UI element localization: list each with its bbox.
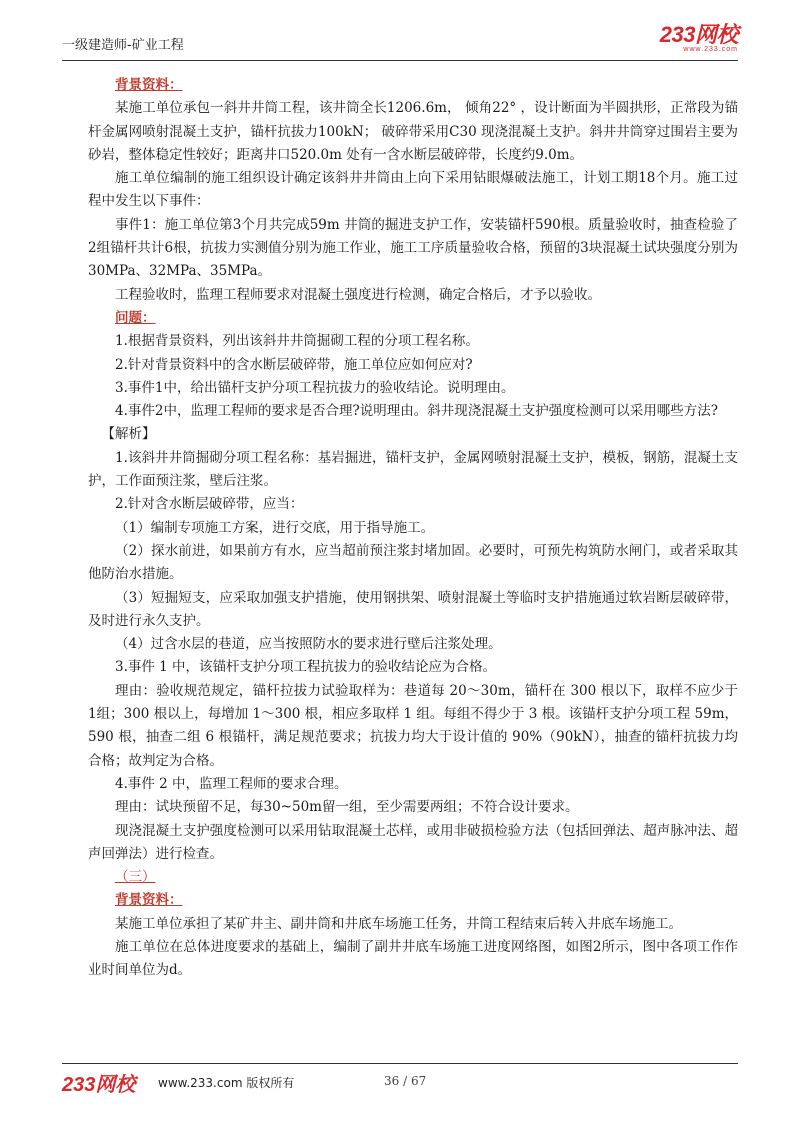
background-heading bbox=[88, 74, 738, 97]
event-1: 事件1：施工单位第3个月共完成59m 井筒的掘进支护工作，安装锚杆590根。质量验收时，抽查检验了2组锚杆共计6根，抗拔力实测值分别为施工作业，施工工序质量验收合格，预留的3块混凝土试块强度分别为30MPa、32MPa、35MPa。 bbox=[88, 216, 738, 280]
section-3-heading bbox=[88, 866, 738, 889]
answer-2-item-1: （1）编制专项施工方案，进行交底，用于指导施工。 bbox=[115, 519, 435, 536]
footer-logo: 233网校 bbox=[62, 1074, 136, 1096]
answer-2-item-4: （4）过含水层的巷道，应当按照防水的要求进行壁后注浆处理。 bbox=[115, 636, 502, 653]
background-label-2: 背景资料： bbox=[115, 892, 183, 909]
background-heading-2 bbox=[88, 889, 738, 912]
questions-label: 问题： bbox=[115, 309, 156, 326]
logo-url: www.233.com bbox=[683, 46, 738, 53]
question-1: 1.根据背景资料，列出该斜井井筒掘砌工程的分项工程名称。 bbox=[115, 333, 479, 350]
background-label: 背景资料： bbox=[115, 77, 183, 93]
logo-text: 233网校 bbox=[659, 22, 738, 47]
question-3: 3.事件1中，给出锚杆支护分项工程抗拔力的验收结论。说明理由。 bbox=[115, 379, 515, 396]
question-4: 4.事件2中，监理工程师的要求是否合理?说明理由。斜井现浇混凝土支护强度检测可以采用哪些方法? bbox=[115, 403, 718, 420]
answer-2-item-2: （2）探水前进，如果前方有水，应当超前预注浆封堵加固。必要时，可预先构筑防水闸门，或者采取其他防治水措施。 bbox=[88, 542, 738, 583]
answer-4-reason: 理由：试块预留不足，每30~50m留一组，至少需要两组；不符合设计要求。 bbox=[115, 799, 579, 816]
answer-1: 1.该斜井井筒掘砌分项工程名称：基岩掘进，锚杆支护，金属网喷射混凝土支护，模板，钢筋，混凝土支护，工作面预注浆，壁后注浆。 bbox=[88, 449, 738, 490]
background-paragraph-1: 某施工单位承包一斜井井筒工程，该井筒全长1206.6m， 倾角22° ，设计断面为半圆拱形，正常段为锚杆金属网喷射混凝土支护，锚杆抗拔力100kN； 破碎带采用C30 现浇混凝土支护。斜井井筒穿过围岩主要为砂岩，整体稳定性较好；距离井口520.0m 处有一含水断层破碎带，长度约9.0m。 bbox=[88, 100, 738, 163]
page-header bbox=[62, 24, 738, 60]
header-divider bbox=[62, 60, 738, 61]
section-3-paragraph-2: 施工单位在总体进度要求的基础上，编制了副井井底车场施工进度网络图，如图2所示，图中各项工作作业时间单位为d。 bbox=[88, 938, 738, 979]
footer-site-copyright: www.233.com 版权所有 bbox=[158, 1076, 295, 1090]
answer-4-method: 现浇混凝土支护强度检测可以采用钻取混凝土芯样，或用非破损检验方法（包括回弹法、超声脉冲法、超声回弹法）进行检查。 bbox=[88, 822, 738, 862]
page-number: 36 / 67 bbox=[384, 1074, 427, 1088]
answer-4: 4.事件 2 中，监理工程师的要求合理。 bbox=[115, 775, 348, 792]
background-paragraph-2: 施工单位编制的施工组织设计确定该斜井井筒由上向下采用钻眼爆破法施工，计划工期18个月。施工过程中发生以下事件： bbox=[88, 170, 738, 210]
section-3-label: （三） bbox=[115, 869, 156, 886]
question-2: 2.针对背景资料中的含水断层破碎带，施工单位应如何应对? bbox=[115, 356, 473, 373]
answer-3: 3.事件 1 中，该锚杆支护分项工程抗拔力的验收结论应为合格。 bbox=[115, 659, 497, 676]
analysis-heading: 【解析】 bbox=[101, 426, 156, 443]
footer-divider bbox=[62, 1063, 738, 1064]
document-title: 一级建造师-矿业工程 bbox=[62, 38, 184, 53]
questions-heading bbox=[88, 307, 738, 330]
answer-3-reason: 理由：验收规范规定，锚杆拉拔力试验取样为：巷道每 20～30m，锚杆在 300 根以下，取样不应少于 1组；300 根以上，每增加 1～300 根，相应多取样 1 组。每组不得少于 3 根。该锚杆支护分项工程 59m，590 根，抽查二组 6 根锚杆，满足规范要求；抗拔力均大于设计值的 90%（90kN），抽查的锚杆抗拔力均合格；故判定为合格。 bbox=[88, 682, 738, 769]
section-3-paragraph-1: 某施工单位承担了某矿井主、副井筒和井底车场施工任务，井筒工程结束后转入井底车场施工。 bbox=[115, 915, 682, 932]
answer-2-item-3: （3）短掘短支，应采取加强支护措施，使用钢拱架、喷射混凝土等临时支护措施通过软岩断层破碎带，及时进行永久支护。 bbox=[88, 589, 738, 629]
page-content bbox=[88, 74, 738, 983]
page-footer bbox=[62, 1072, 738, 1094]
brand-logo bbox=[660, 24, 738, 54]
answer-2: 2.针对含水断层破碎带，应当： bbox=[115, 496, 304, 513]
event-2: 工程验收时，监理工程师要求对混凝土强度进行检测，确定合格后，才予以验收。 bbox=[115, 286, 601, 303]
